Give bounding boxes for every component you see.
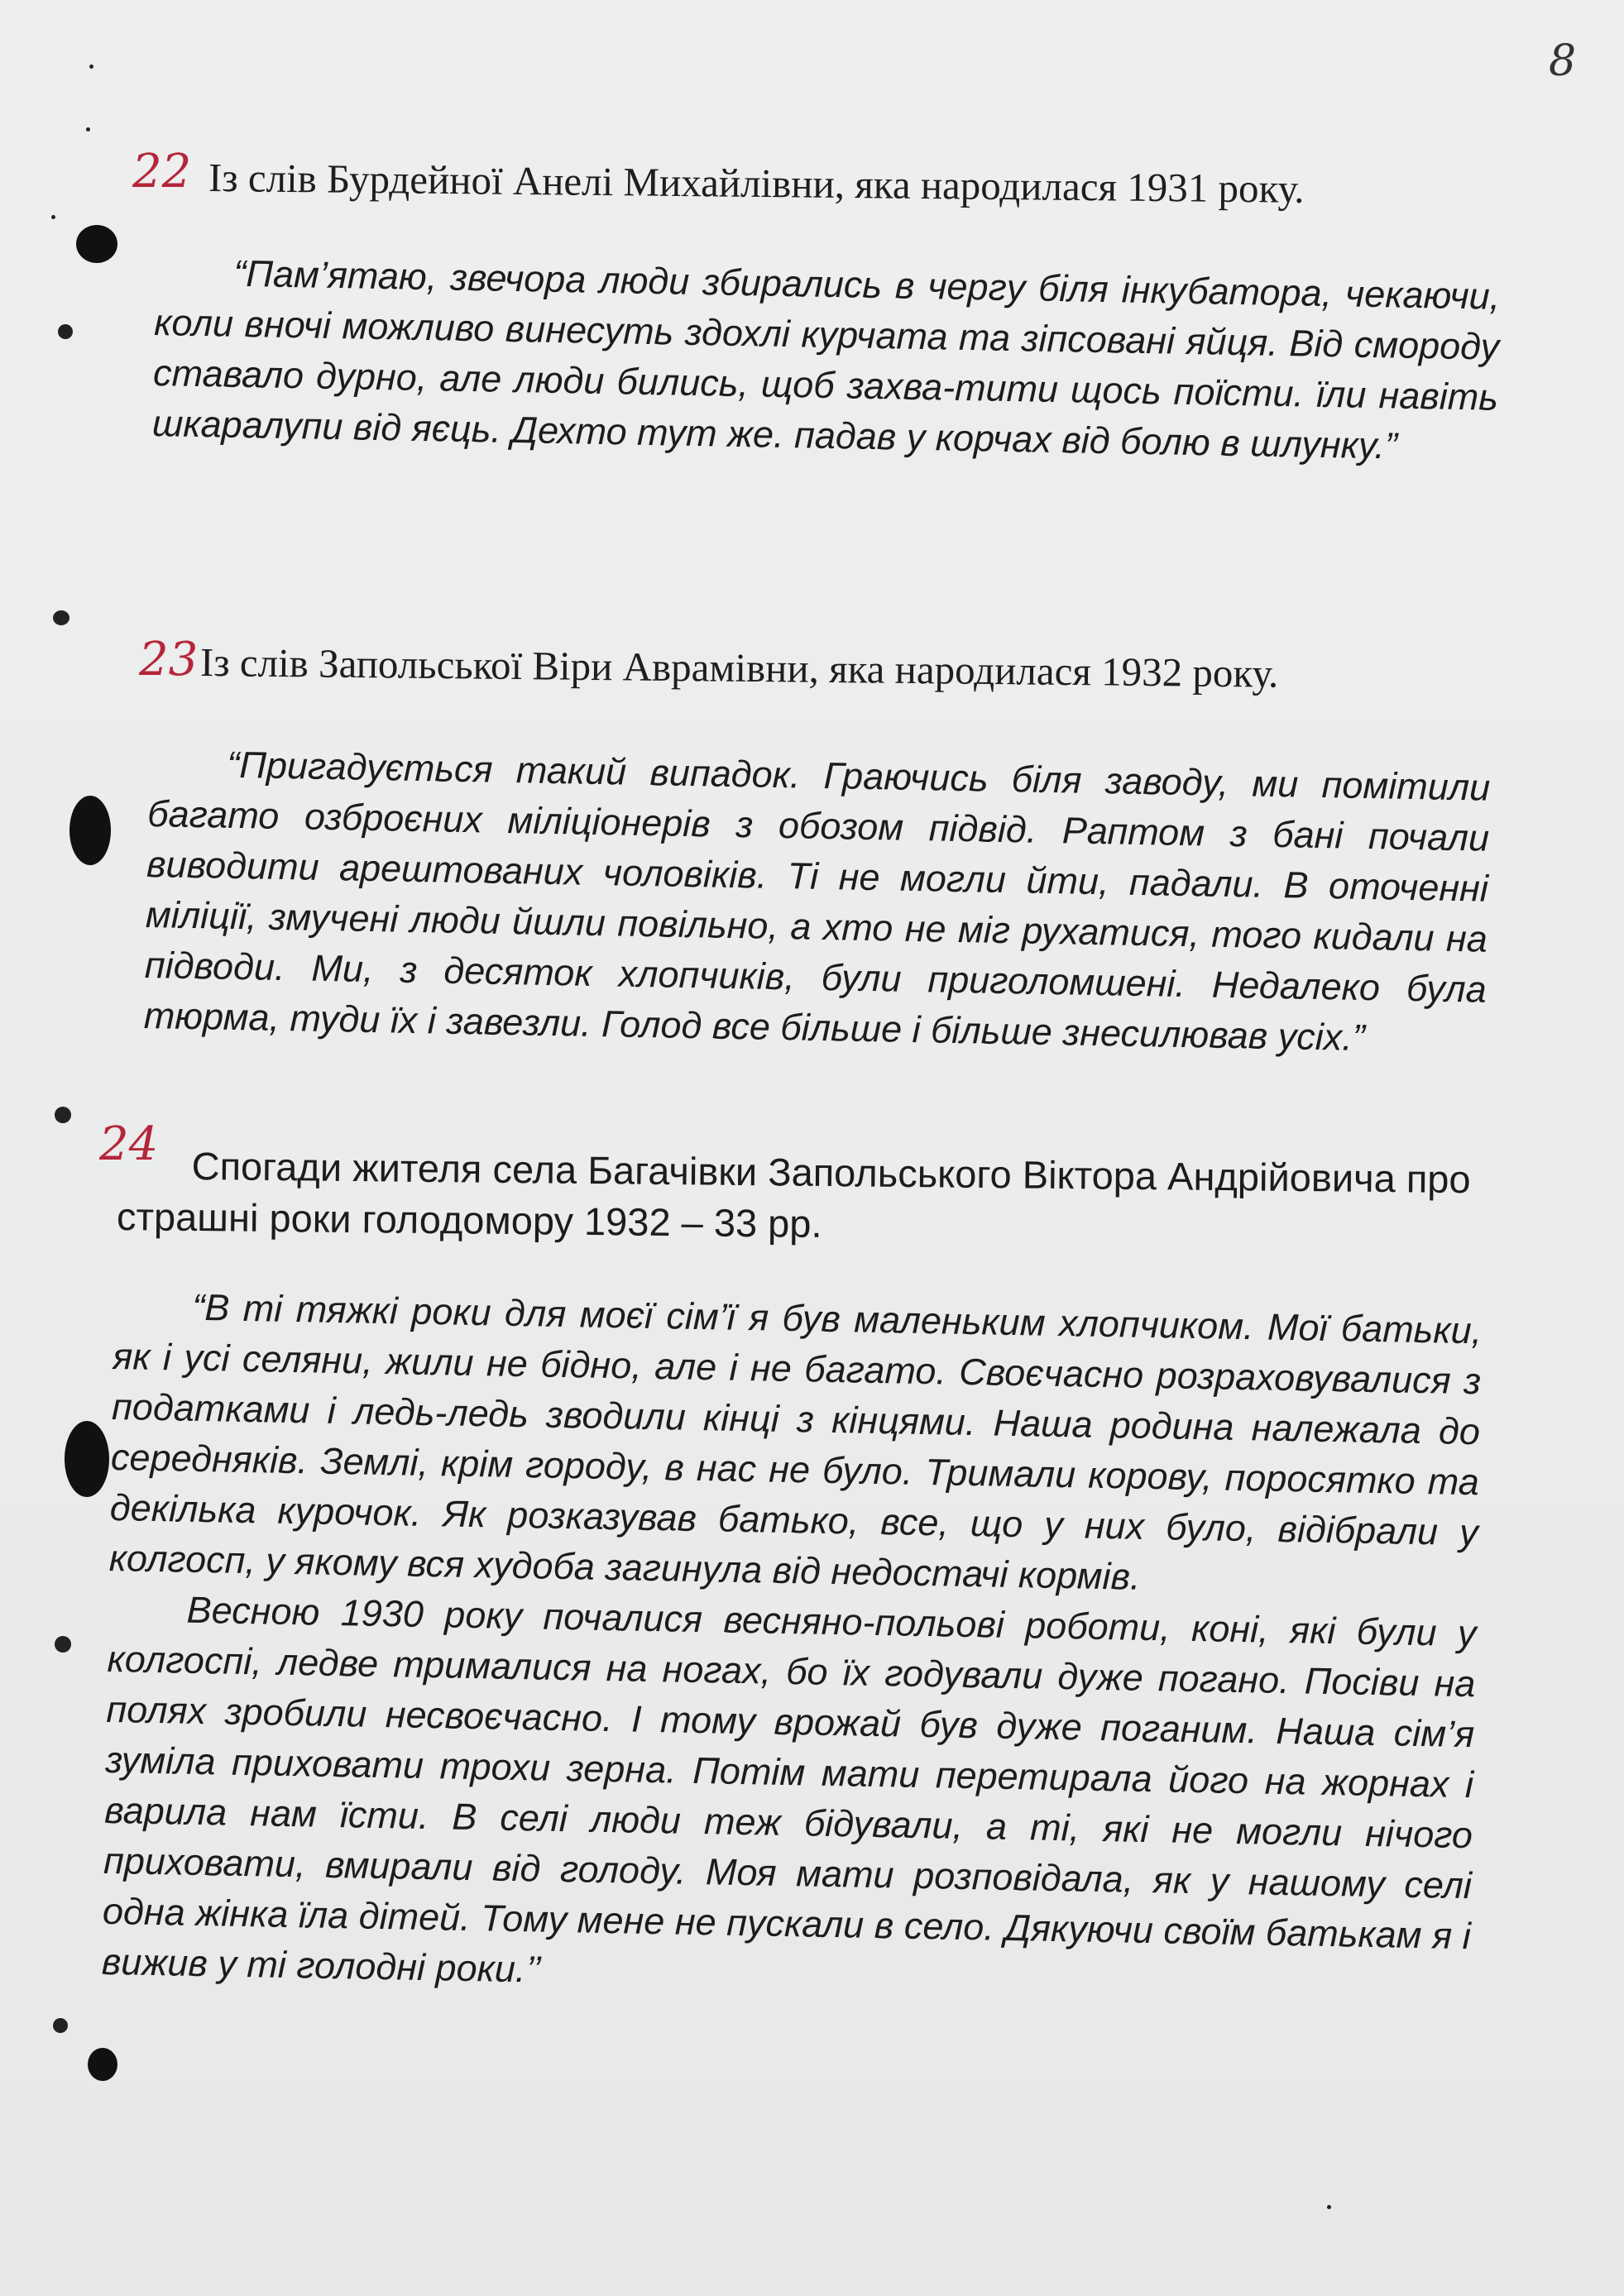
speck bbox=[1327, 2205, 1331, 2209]
section-3-quote-paragraph-2: Весною 1930 року почалися весняно-польові роботи, коні, які були у колгоспі, ледве трималися на ногах, бо їх годували дуже погано. Посіви на полях зробили несвоєчасно. І тому врожай був дуже поганим. Наша сім’я зуміла приховати трохи зерна. Потім мати перетирала його на жорнах і варила нам їсти. В селі люди теж бідували, а ті, які не могли нічого приховати, вмирали від голоду. Моя мати розповідала, як у нашому селі одна жінка їла дітей. Тому мене не пускали в село. Дякуючи своїм батькам я і вижив у ті голодні роки.’’ bbox=[101, 1588, 1477, 1991]
speck bbox=[51, 215, 55, 219]
page-number: 8 bbox=[1549, 36, 1577, 86]
handwritten-number-23: 23 bbox=[139, 633, 199, 686]
section-3-quote-paragraph-1: “В ті тяжкі роки для моєї сім’ї я був маленьким хлопчиком. Мої батьки, як і усі селяни, жили не бідно, але і не багато. Своєчасно розраховувалися з податками і ледь-ледь зводили кінці з кінцями. Наша родина належала до середняків. Землі, крім городу, в нас не було. Тримали корову, поросятко та декілька курочок. Як розказував батько, все, що у них було, відібрали у колгосп, у якому вся худоба загинула від недостачі кормів. bbox=[108, 1285, 1483, 1598]
section-2-quote-paragraph-1: “Пригадується такий випадок. Граючись біля заводу, ми помітили багато озброєних міліціонерів з обозом підвід. Раптом з бані почали виводити арештованих чоловіків. Ті не могли йти, падали. В оточенні міліції, змучені люди йшли повільно, а хто не міг рухатися, того кидали на підводи. Ми, з десяток хлопчиків, були приголомшені. Недалеко була тюрма, туди їх і завезли. Голод все більше і більше знесилював усіх.” bbox=[143, 743, 1491, 1059]
section-3-heading: Спогади жителя села Багачівки Запольського Віктора Андрійовича про страшні роки голодомору 1932 – 33 рр. bbox=[116, 1143, 1471, 1246]
punch-hole bbox=[76, 225, 117, 263]
handwritten-number-22: 22 bbox=[132, 145, 192, 199]
section-1-quote-paragraph-1: “Пам’ятаю, звечора люди збирались в чергу біля інкубатора, чекаючи, коли вночі можливо винесуть здохлі курчата та зіпсовані яйця. Від смороду ставало дурно, але люди бились, щоб захва-тити щось поїсти. їли навіть шкаралупи від яєць. Дехто тут же. падав у корчах від болю в шлунку.” bbox=[151, 251, 1501, 467]
punch-hole bbox=[69, 796, 111, 865]
section-2-heading: Із слів Запольської Віри Аврамівни, яка народилася 1932 року. bbox=[199, 639, 1279, 696]
binder-dot bbox=[55, 1636, 71, 1653]
speck bbox=[89, 65, 93, 69]
section-3-quote bbox=[101, 1280, 1482, 2011]
speck bbox=[86, 127, 90, 132]
section-1-heading: Із слів Бурдейної Анелі Михайлівни, яка народилася 1931 року. bbox=[208, 155, 1305, 212]
binder-dot bbox=[58, 324, 73, 339]
binder-dot bbox=[55, 1107, 71, 1123]
punch-hole bbox=[65, 1421, 109, 1497]
binder-dot bbox=[53, 2018, 68, 2033]
section-1-quote bbox=[152, 246, 1501, 473]
binder-dot bbox=[53, 610, 69, 625]
section-2-quote bbox=[143, 738, 1490, 1065]
punch-hole bbox=[88, 2048, 117, 2081]
handwritten-number-24: 24 bbox=[99, 1117, 159, 1171]
